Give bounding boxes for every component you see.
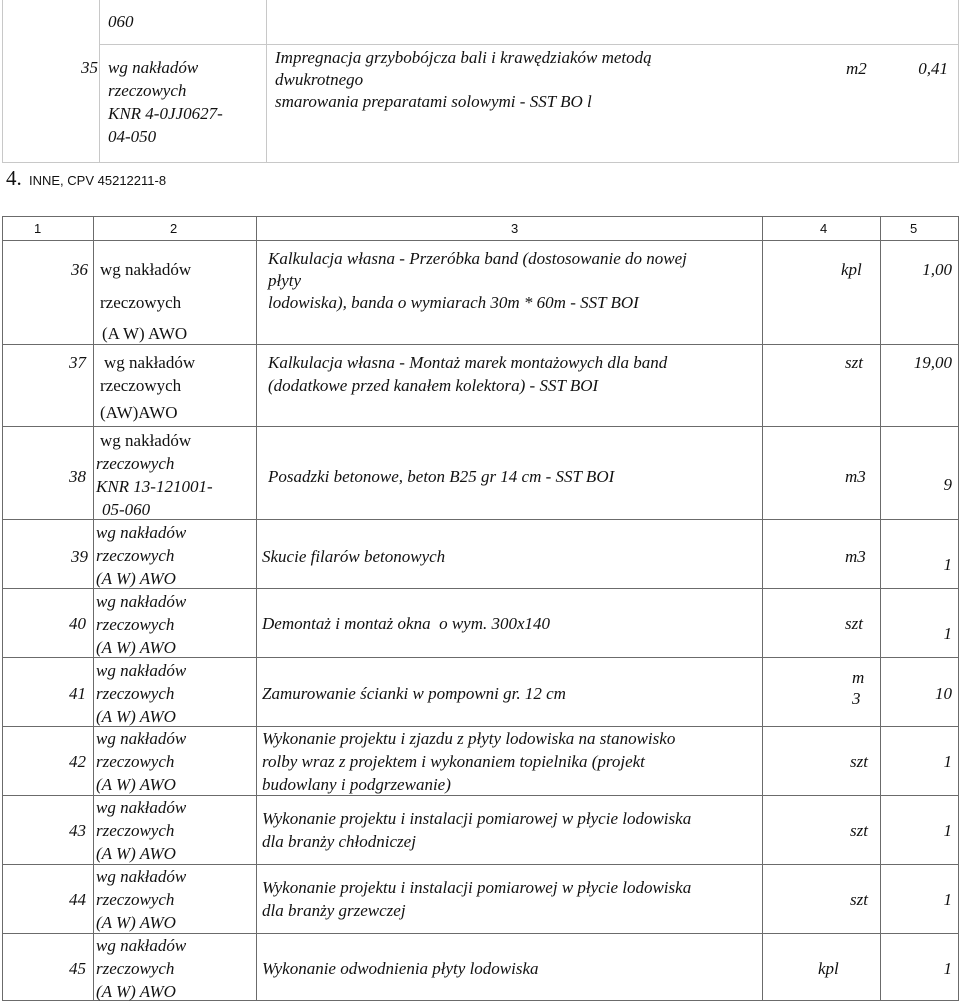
row-basis: wg nakładów rzeczowych (AW)AWO — [100, 353, 196, 422]
row-description: Posadzki betonowe, beton B25 gr 14 cm - SST BOI — [268, 467, 615, 486]
row-qty: 9 — [943, 475, 952, 494]
row-unit: szt — [845, 614, 863, 633]
row-description: Wykonanie odwodnienia płyty lodowiska — [262, 959, 539, 978]
row-unit: szt — [850, 821, 868, 840]
row-qty: 10 — [935, 684, 952, 703]
row-qty: 1 — [943, 555, 952, 574]
row-unit: kpl — [841, 260, 862, 279]
row-unit: m3 — [845, 467, 866, 486]
row-basis: wg nakładów rzeczowych KNR 13-121001- 05-060 — [96, 431, 213, 519]
row-basis: wg nakładów rzeczowych (A W) AWO — [96, 798, 187, 863]
row-number: 36 — [71, 260, 88, 279]
row-qty: 1,00 — [922, 260, 952, 279]
row-unit: szt — [850, 890, 868, 909]
section-title: INNE, CPV 45212211-8 — [29, 173, 167, 188]
header-col-1: 1 — [34, 221, 42, 236]
row-number: 43 — [69, 821, 86, 840]
row-number: 41 — [69, 684, 86, 703]
row-qty: 1 — [943, 959, 952, 978]
row-unit: m3 — [845, 547, 866, 566]
row-number: 35 — [81, 58, 98, 77]
header-col-4: 4 — [820, 221, 828, 236]
row-description: Kalkulacja własna - Montaż marek montażowych dla band (dodatkowe przed kanałem kolektora) - SST BOI — [268, 353, 668, 395]
row-unit: szt — [850, 752, 868, 771]
row-description: Impregnacja grzybobójcza bali i krawędziaków metodą dwukrotnego smarowania preparatami solowymi - SST BO l — [275, 48, 652, 111]
row-basis: wg nakładów rzeczowych (A W) AWO — [96, 592, 187, 657]
row-unit: kpl — [818, 959, 839, 978]
row-qty: 1 — [943, 890, 952, 909]
row-qty: 0,41 — [918, 59, 948, 78]
row-description: Kalkulacja własna - Przeróbka band (dostosowanie do nowej płyty lodowiska), banda o wymiarach 30m * 60m - SST BOI — [268, 249, 687, 312]
code-fragment: 060 — [108, 12, 134, 31]
section-heading — [6, 167, 166, 192]
header-col-3: 3 — [511, 221, 519, 236]
row-number: 39 — [71, 547, 88, 566]
row-basis: wg nakładów rzeczowych KNR 4-0JJ0627- 04-050 — [108, 58, 223, 146]
row-description: Wykonanie projektu i instalacji pomiarowej w płycie lodowiska dla branży grzewczej — [262, 878, 692, 920]
header-col-2: 2 — [170, 221, 178, 236]
row-number: 42 — [69, 752, 86, 771]
row-number: 44 — [69, 890, 86, 909]
row-description: Demontaż i montaż okna o wym. 300x140 — [262, 614, 551, 633]
row-number: 37 — [69, 353, 86, 372]
row-qty: 1 — [943, 624, 952, 643]
row-number: 40 — [69, 614, 86, 633]
row-qty: 19,00 — [913, 353, 952, 372]
row-number: 45 — [69, 959, 86, 978]
row-unit: m2 — [846, 59, 867, 78]
row-qty: 1 — [943, 821, 952, 840]
row-basis: wg nakładów rzeczowych (A W) AWO — [96, 661, 187, 726]
row-basis: wg nakładów rzeczowych (A W) AWO — [96, 936, 187, 1001]
row-basis: wg nakładów rzeczowych (A W) AWO — [96, 867, 187, 932]
row-basis: wg nakładów rzeczowych (A W) AWO — [100, 260, 192, 343]
row-basis: wg nakładów rzeczowych (A W) AWO — [96, 729, 187, 794]
row-description: Skucie filarów betonowych — [262, 547, 446, 566]
row-number: 38 — [69, 467, 86, 486]
section-number: 4. — [6, 166, 22, 190]
row-description: Wykonanie projektu i instalacji pomiarowej w płycie lodowiska dla branży chłodniczej — [262, 809, 692, 851]
row-description: Wykonanie projektu i zjazdu z płyty lodowiska na stanowisko rolby wraz z projektem i wykonaniem topielnika (projekt budowlany i podgrzewanie) — [262, 729, 676, 794]
row-unit: szt — [845, 353, 863, 372]
row-unit: m 3 — [852, 668, 865, 708]
header-col-5: 5 — [910, 221, 918, 236]
row-qty: 1 — [943, 752, 952, 771]
row-description: Zamurowanie ścianki w pompowni gr. 12 cm — [262, 684, 566, 703]
row-basis: wg nakładów rzeczowych (A W) AWO — [96, 523, 187, 588]
